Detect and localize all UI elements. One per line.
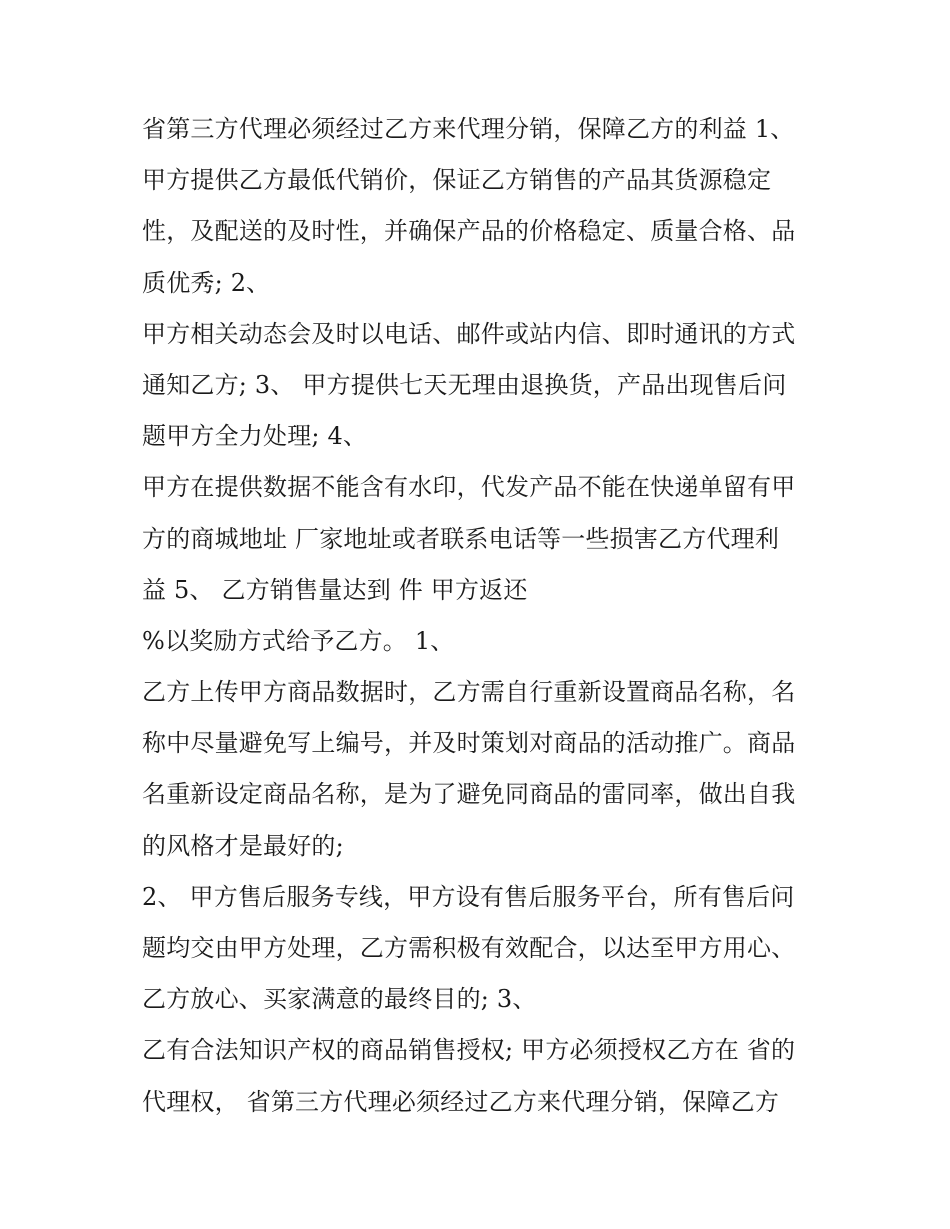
text-line: 代理权， 省第三方代理必须经过乙方来代理分销，保障乙方	[142, 1087, 780, 1116]
text-line: 乙方上传甲方商品数据时，乙方需自行重新设置商品名称，名	[142, 678, 796, 707]
text-line: 质优秀; 2、	[142, 268, 271, 297]
text-line: 益 5、 乙方销售量达到 件 甲方返还	[142, 575, 528, 604]
text-line: %以奖励方式给予乙方。 1、	[142, 626, 455, 655]
text-line: 题甲方全力处理; 4、	[142, 422, 368, 451]
text-line: 题均交由甲方处理，乙方需积极有效配合，以达至甲方用心、	[142, 934, 796, 962]
text-line: 乙有合法知识产权的商品销售授权; 甲方必须授权乙方在 省的	[142, 1036, 796, 1065]
text-line: 称中尽量避免写上编号，并及时策划对商品的活动推广。商品	[142, 729, 796, 758]
text-line: 通知乙方; 3、 甲方提供七天无理由退换货，产品出现售后问	[142, 370, 787, 399]
text-line: 方的商城地址 厂家地址或者联系电话等一些损害乙方代理利	[142, 524, 780, 553]
text-line: 甲方相关动态会及时以电话、邮件或站内信、即时通讯的方式	[142, 319, 796, 348]
document-body	[142, 104, 822, 1128]
text-line: 甲方在提供数据不能含有水印，代发产品不能在快递单留有甲	[142, 473, 796, 502]
text-line: 甲方提供乙方最低代销价，保证乙方销售的产品其货源稳定	[142, 166, 772, 195]
text-line: 性，及配送的及时性，并确保产品的价格稳定、质量合格、品	[142, 217, 796, 246]
text-line: 乙方放心、买家满意的最终目的; 3、	[142, 985, 537, 1014]
text-line: 省第三方代理必须经过乙方来代理分销，保障乙方的利益 1、	[142, 115, 795, 143]
text-line: 2、 甲方售后服务专线，甲方设有售后服务平台，所有售后问	[142, 882, 795, 911]
text-line: 的风格才是最好的;	[142, 831, 344, 860]
text-line: 名重新设定商品名称，是为了避免同商品的雷同率，做出自我	[142, 780, 796, 809]
